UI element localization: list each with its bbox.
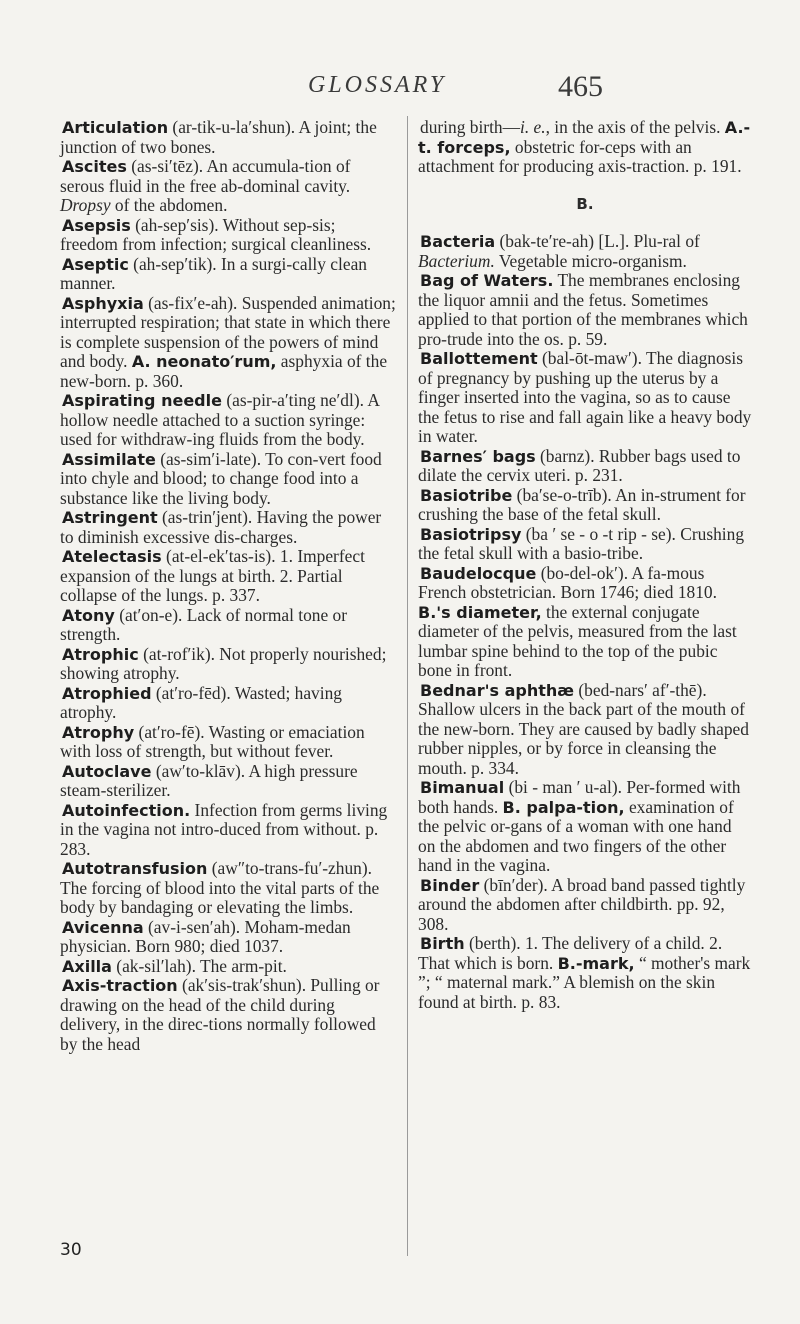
headword: B. palpa-tion, xyxy=(502,797,625,817)
definition-text: the external conjugate diameter of the pelvis, measured from the last lumbar spine behind to the top of the pubic bone in front. xyxy=(418,601,737,680)
definition-text: (as-pir-a′ting ne′dl). A hollow needle attached to a suction syringe: used for withdraw-ing fluids from the body. xyxy=(60,390,379,449)
definition-text: asphyxia of the new-born. p. 360. xyxy=(60,351,388,391)
headword: Astringent xyxy=(62,508,158,527)
headword: Autoinfection. xyxy=(62,800,191,820)
definition-text: obstetric for-ceps with an attachment for producing axis-traction. p. 191. xyxy=(418,136,742,176)
glossary-entry xyxy=(60,450,396,509)
headword: Asphyxia xyxy=(62,293,144,313)
definition-text: (bak-te′re-ah) [L.]. Plu-ral of xyxy=(495,231,700,251)
glossary-entry xyxy=(60,684,396,723)
headword: Basiotripsy xyxy=(420,524,522,544)
definition-text: (at′on-e). Lack of normal tone or strength. xyxy=(60,604,348,644)
headword: B.-mark, xyxy=(557,953,635,973)
definition-text: (ba′se-o-trīb). An in-strument for crushing the base of the fetal skull. xyxy=(418,484,746,524)
glossary-entry xyxy=(60,762,396,801)
definition-text: (aw″to-trans-fu′-zhun). The forcing of blood into the vital parts of the body by bandaging or elevating the limbs. xyxy=(60,858,380,917)
glossary-entry xyxy=(418,486,752,525)
definition-text: Vegetable micro-organism. xyxy=(494,250,687,271)
headword: Basiotribe xyxy=(420,485,513,505)
definition-text: (aw′to-klāv). A high pressure steam-sterilizer. xyxy=(60,760,358,800)
definition-text: Infection from germs living in the vagina not intro-duced from without. p. 283. xyxy=(60,799,388,859)
glossary-entry xyxy=(418,778,752,876)
glossary-entry xyxy=(418,118,752,177)
italic-term: Dropsy xyxy=(60,195,111,215)
headword: Bimanual xyxy=(420,778,505,797)
definition-text: “ mother's mark ”; “ maternal mark.” A blemish on the skin found at birth. p. 83. xyxy=(418,952,751,1012)
headword: Barnes′ bags xyxy=(420,446,536,466)
headword: Birth xyxy=(420,934,465,953)
page-header xyxy=(0,58,800,108)
glossary-entry xyxy=(60,723,396,762)
headword: Atrophied xyxy=(62,683,152,703)
headword: Assimilate xyxy=(62,449,156,469)
headword: Asepsis xyxy=(62,215,131,235)
definition-text: (berth). 1. The delivery of a child. 2. That which is born. xyxy=(418,933,723,973)
headword: A.-t. forceps, xyxy=(418,118,751,157)
definition-text: (ah-sep′tik). In a surgi-cally clean manner. xyxy=(60,253,367,293)
definition-text: (bīn′der). A broad band passed tightly around the abdomen after childbirth. pp. 92, 308. xyxy=(418,874,746,934)
definition-text: (ar-tik-u-la′shun). A joint; the junction of two bones. xyxy=(60,117,377,157)
headword: Avicenna xyxy=(62,917,144,937)
glossary-entry xyxy=(418,681,752,779)
headword: Axis-traction xyxy=(62,976,178,995)
definition-text: (as-si′tēz). An accumula-tion of serous fluid in the free ab-dominal cavity. xyxy=(60,156,351,196)
headword: Binder xyxy=(420,875,480,895)
definition-text: (bal-ōt-maw′). The diagnosis of pregnancy by pushing up the uterus by a finger inserted into the vagina, so as to cause the fetus to rise and fall again like a heavy body in water. xyxy=(418,348,752,446)
headword: Autoclave xyxy=(62,761,152,781)
definition-text: examination of the pelvic or-gans of a woman with one hand on the abdomen and two fingers of the other hand in the vagina. xyxy=(418,796,734,875)
glossary-entry xyxy=(60,157,396,216)
left-column xyxy=(60,118,396,1054)
glossary-entry xyxy=(60,859,396,918)
glossary-entry xyxy=(60,976,396,1054)
headword: Axilla xyxy=(62,956,112,976)
headword: Articulation xyxy=(62,118,169,137)
glossary-entry xyxy=(418,876,752,935)
definition-text: , in the axis of the pelvis. xyxy=(545,117,725,137)
headword: Ascites xyxy=(62,157,127,176)
definition-text: (at-rof′ik). Not properly nourished; showing atrophy. xyxy=(60,643,387,683)
definition-text: (as-trin′jent). Having the power to diminish excessive dis-charges. xyxy=(60,507,382,547)
headword: Atony xyxy=(62,605,115,625)
glossary-entry xyxy=(418,525,752,564)
glossary-entry xyxy=(60,606,396,645)
glossary-entry xyxy=(60,918,396,957)
glossary-entry xyxy=(418,564,752,681)
definition-text: (as-sim′i-late). To con-vert food into chyle and blood; to change food into a substance like the living body. xyxy=(60,448,382,508)
definition-text: (at-el-ek′tas-is). 1. Imperfect expansion of the lungs at birth. 2. Partial collapse of the lungs. p. 337. xyxy=(60,546,365,605)
headword: Autotransfusion xyxy=(62,859,208,878)
definition-text: (ah-sep′sis). Without sep-sis; freedom from infection; surgical cleanliness. xyxy=(60,214,372,254)
glossary-entry xyxy=(60,255,396,294)
definition-text: (ak-sil′lah). The arm-pit. xyxy=(111,955,287,976)
definition-text: (ba ′ se - o -t rip - se). Crushing the fetal skull with a basio-tribe. xyxy=(418,523,745,563)
glossary-entry xyxy=(60,801,396,860)
column-divider xyxy=(407,116,408,1256)
definition-text: (av-i-sen′ah). Moham-medan physician. Born 980; died 1037. xyxy=(60,916,351,956)
definition-text: (bed-nars′ af′-thē). Shallow ulcers in the back part of the mouth of the new-born. They are caused by badly shaped rubber nipples, or by force in cleansing the mouth. p. 334. xyxy=(418,679,749,778)
definition-text: of the abdomen. xyxy=(110,195,228,215)
headword: Atrophic xyxy=(62,644,139,664)
glossary-entry xyxy=(60,391,396,450)
section-letter: B. xyxy=(576,194,594,213)
headword: Aspirating needle xyxy=(62,391,222,410)
headword: Bednar's aphthæ xyxy=(420,680,575,700)
headword: Atrophy xyxy=(62,722,135,742)
definition-text: (as-fix′e-ah). Suspended animation; interrupted respiration; that state in which there is complete suspension of the powers of mind and body. xyxy=(60,292,396,371)
page-number: 465 xyxy=(558,70,603,103)
glossary-entry xyxy=(60,957,396,977)
headword: Atelectasis xyxy=(62,547,162,566)
headword: Ballottement xyxy=(420,349,538,368)
definition-text: (bi - man ′ u-al). Per-formed with both hands. xyxy=(418,777,741,817)
headword: Baudelocque xyxy=(420,563,537,583)
headword: A. neonato′rum, xyxy=(131,352,277,371)
headword: Bag of Waters. xyxy=(420,271,554,290)
glossary-entry xyxy=(60,508,396,547)
definition-text: (barnz). Rubber bags used to dilate the cervix uteri. p. 231. xyxy=(418,445,741,485)
definition-text: (bo-del-ok′). A fa-mous French obstetrician. Born 1746; died 1810. xyxy=(418,562,717,602)
glossary-entry xyxy=(60,216,396,255)
glossary-entry xyxy=(60,294,396,392)
glossary-entry xyxy=(60,547,396,606)
glossary-entry xyxy=(418,934,752,1012)
glossary-entry xyxy=(418,349,752,447)
italic-term: i. e. xyxy=(520,117,546,137)
italic-term: Bacterium. xyxy=(418,250,495,271)
running-title: GLOSSARY xyxy=(308,72,447,98)
definition-text: (at′ro-fēd). Wasted; having atrophy. xyxy=(60,682,342,722)
headword: B.'s diameter, xyxy=(418,602,542,622)
headword: Bacteria xyxy=(420,232,496,251)
definition-text: The membranes enclosing the liquor amnii and the fetus. Sometimes applied to that portion of the membranes which pro-trude into the os. p. 59. xyxy=(418,270,748,349)
definition-text: (ak′sis-trak′shun). Pulling or drawing on the head of the child during delivery, in the direc-tions normally followed by the head xyxy=(60,975,380,1054)
glossary-entry xyxy=(60,118,396,157)
glossary-entry xyxy=(60,645,396,684)
headword: Aseptic xyxy=(62,254,129,274)
definition-text: (at′ro-fē). Wasting or emaciation with loss of strength, but without fever. xyxy=(60,721,365,761)
glossary-entry xyxy=(418,447,752,486)
glossary-entry xyxy=(418,271,752,349)
definition-text: during birth— xyxy=(420,117,520,137)
glossary-entry xyxy=(418,232,752,271)
signature-mark: 30 xyxy=(60,1240,82,1260)
right-column xyxy=(418,118,752,1012)
